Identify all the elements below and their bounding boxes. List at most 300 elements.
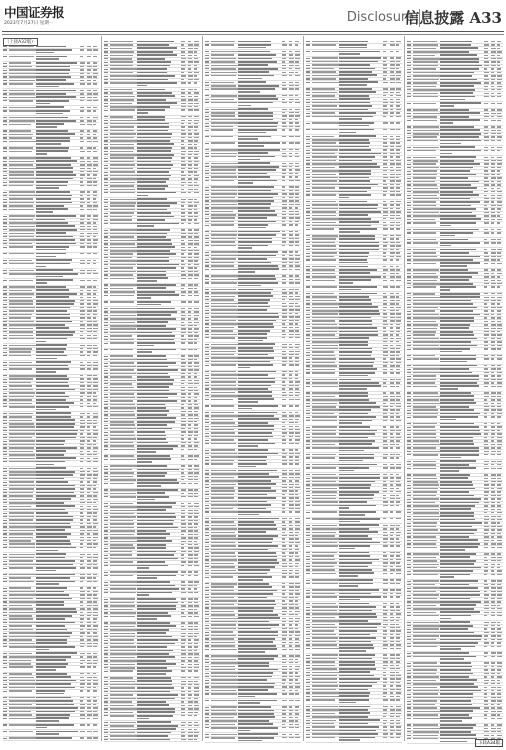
product-name-continued (36, 550, 58, 552)
product-name (36, 557, 65, 559)
value-column-1 (282, 659, 287, 660)
value-column-3 (295, 303, 298, 304)
value-column-3 (194, 516, 198, 517)
product-code (312, 399, 340, 401)
product-name-continued (36, 282, 47, 284)
product-name-continued (36, 276, 63, 278)
value-column-3 (396, 369, 400, 370)
value-column-2 (289, 586, 294, 587)
product-name-continued (36, 256, 56, 258)
value-column-2 (289, 618, 293, 619)
value-column-3 (93, 444, 96, 445)
product-code (211, 706, 237, 708)
product-name (238, 374, 268, 376)
value-column-1 (80, 557, 83, 558)
product-name-continued (36, 570, 56, 572)
value-column-1 (181, 592, 186, 593)
row-number (306, 488, 310, 489)
value-column-2 (289, 129, 292, 130)
value-column-1 (181, 376, 185, 377)
row-number (104, 284, 108, 285)
value-column-3 (396, 68, 399, 69)
value-column-3 (295, 279, 300, 280)
product-code (9, 499, 32, 501)
product-name (238, 631, 278, 633)
product-name (238, 129, 277, 131)
row-number (205, 282, 209, 283)
row-number (3, 386, 7, 387)
product-name (137, 161, 171, 163)
value-column-1 (282, 299, 285, 300)
product-code (9, 314, 32, 316)
value-column-2 (188, 274, 193, 275)
row-number (104, 216, 108, 217)
product-name (238, 44, 271, 46)
product-name (238, 700, 277, 702)
product-code (211, 611, 234, 613)
value-column-1 (181, 284, 185, 285)
value-column-1 (383, 331, 386, 332)
value-column-1 (383, 149, 387, 150)
value-column-1 (80, 69, 84, 70)
row-number (104, 684, 108, 685)
value-column-3 (295, 412, 298, 413)
value-column-3 (194, 92, 199, 93)
value-column-3 (396, 296, 399, 297)
product-name (36, 317, 70, 319)
row-number (104, 729, 108, 730)
product-name-continued (36, 693, 64, 695)
product-code (9, 66, 32, 68)
product-name (238, 320, 276, 322)
value-column-3 (295, 607, 299, 608)
value-column-1 (383, 413, 387, 414)
product-name (238, 733, 278, 735)
product-code (9, 317, 31, 319)
value-column-1 (282, 344, 287, 345)
value-column-2 (289, 600, 293, 601)
product-code (9, 100, 33, 102)
product-name (339, 494, 374, 496)
row-number (205, 166, 209, 167)
value-column-2 (87, 697, 90, 698)
value-column-2 (188, 510, 193, 511)
row-number (205, 354, 209, 355)
product-name (137, 482, 179, 484)
value-column-1 (80, 219, 84, 220)
product-name (36, 440, 65, 442)
value-column-3 (93, 587, 96, 588)
value-column-1 (282, 115, 287, 116)
value-column-1 (80, 451, 83, 452)
value-column-1 (282, 724, 285, 725)
value-column-1 (383, 259, 387, 260)
value-column-2 (87, 612, 92, 613)
row-number (3, 406, 7, 407)
product-code (312, 180, 337, 182)
value-column-3 (396, 351, 400, 352)
product-name (238, 162, 270, 164)
product-code (9, 226, 35, 228)
value-column-2 (87, 215, 91, 216)
product-name (36, 307, 70, 309)
value-column-1 (282, 156, 287, 157)
row-number (104, 373, 108, 374)
product-name (238, 480, 271, 482)
product-code (312, 566, 334, 568)
value-column-2 (87, 229, 91, 230)
product-name (238, 665, 269, 667)
value-column-3 (396, 637, 400, 638)
row-number (306, 410, 310, 411)
product-code (9, 625, 32, 627)
value-column-1 (282, 429, 286, 430)
value-column-1 (282, 292, 287, 293)
product-name (36, 519, 73, 521)
value-column-2 (87, 174, 90, 175)
value-column-2 (188, 366, 192, 367)
value-column-2 (390, 75, 395, 76)
value-column-2 (87, 731, 92, 732)
row-number (104, 432, 108, 433)
row-number (205, 385, 209, 386)
value-column-1 (181, 96, 185, 97)
product-name-continued (137, 195, 148, 197)
value-column-1 (80, 83, 85, 84)
product-name-continued (238, 730, 250, 732)
product-name (36, 707, 78, 709)
value-column-3 (295, 299, 300, 300)
value-column-1 (80, 239, 85, 240)
table-row (205, 736, 301, 743)
value-column-3 (295, 395, 299, 396)
row-number (306, 502, 310, 503)
value-column-2 (188, 318, 191, 319)
value-column-2 (87, 523, 91, 524)
product-name (339, 566, 368, 568)
value-column-1 (383, 545, 388, 546)
value-column-3 (295, 720, 298, 721)
row-number (3, 199, 7, 200)
product-name-continued (238, 132, 266, 134)
value-column-1 (383, 477, 388, 478)
value-column-1 (181, 41, 185, 42)
row-number (306, 518, 310, 519)
value-column-3 (93, 481, 97, 482)
product-name-continued (36, 649, 49, 651)
value-column-1 (80, 554, 85, 555)
product-name (137, 414, 167, 416)
value-column-1 (282, 41, 285, 42)
value-column-2 (390, 569, 395, 570)
product-code (312, 593, 335, 595)
value-column-2 (289, 545, 292, 546)
row-number (104, 589, 108, 590)
value-column-3 (93, 420, 97, 421)
value-column-2 (390, 280, 394, 281)
product-code (211, 102, 237, 104)
value-column-1 (181, 390, 185, 391)
value-column-1 (383, 68, 387, 69)
value-column-2 (188, 51, 193, 52)
product-name (36, 416, 71, 418)
row-number (104, 660, 108, 661)
product-code (211, 245, 236, 247)
product-code (211, 635, 236, 637)
value-column-1 (80, 547, 83, 548)
value-column-1 (80, 314, 85, 315)
value-column-1 (282, 528, 286, 529)
value-column-3 (93, 205, 98, 206)
product-name (36, 178, 73, 180)
value-column-1 (383, 187, 388, 188)
product-name (238, 497, 276, 499)
product-code (9, 440, 35, 442)
value-column-2 (289, 706, 292, 707)
product-code (9, 492, 33, 494)
value-column-3 (295, 511, 300, 512)
product-code (211, 443, 236, 445)
product-code (110, 739, 137, 741)
value-column-1 (80, 625, 85, 626)
row-number (306, 256, 310, 257)
value-column-3 (194, 445, 198, 446)
product-name (238, 126, 277, 128)
value-column-2 (289, 231, 293, 232)
product-name (137, 291, 175, 293)
product-name (137, 274, 166, 276)
value-column-2 (87, 481, 90, 482)
value-column-2 (289, 316, 294, 317)
value-column-3 (396, 51, 399, 52)
value-column-1 (80, 526, 85, 527)
product-code (110, 41, 133, 43)
product-name (339, 221, 379, 223)
value-column-3 (93, 253, 97, 254)
product-name (238, 323, 273, 325)
value-column-3 (93, 663, 97, 664)
value-column-2 (390, 511, 393, 512)
value-column-1 (383, 528, 387, 529)
product-code (110, 51, 134, 53)
value-column-2 (289, 169, 292, 170)
product-code (312, 498, 336, 500)
value-column-1 (383, 573, 387, 574)
row-number (104, 274, 108, 275)
value-column-1 (282, 672, 287, 673)
product-name (137, 79, 168, 81)
value-column-3 (194, 103, 199, 104)
value-column-2 (289, 477, 294, 478)
value-column-3 (396, 180, 401, 181)
value-column-3 (194, 592, 198, 593)
value-column-2 (289, 211, 294, 212)
value-column-2 (188, 126, 193, 127)
row-number (104, 722, 108, 723)
product-name (339, 627, 377, 629)
value-column-2 (390, 365, 395, 366)
product-code (110, 229, 137, 231)
product-code (312, 317, 339, 319)
product-name (339, 266, 368, 268)
row-number (3, 724, 7, 725)
value-column-1 (383, 317, 387, 318)
value-column-3 (93, 396, 97, 397)
product-name (339, 122, 374, 124)
value-column-2 (390, 222, 395, 223)
product-name (339, 142, 370, 144)
value-column-3 (295, 316, 300, 317)
value-column-2 (289, 282, 294, 283)
value-column-1 (383, 218, 386, 219)
value-column-3 (194, 291, 198, 292)
value-column-2 (87, 331, 92, 332)
product-code (312, 276, 336, 278)
value-column-3 (194, 68, 197, 69)
row-number (3, 93, 7, 94)
product-code (110, 106, 138, 108)
product-code (9, 280, 33, 282)
value-column-1 (383, 92, 388, 93)
row-number (205, 597, 209, 598)
value-column-2 (188, 729, 192, 730)
product-name (36, 642, 67, 644)
product-name (238, 245, 268, 247)
value-column-2 (289, 611, 292, 612)
row-number (205, 323, 209, 324)
value-column-3 (194, 588, 197, 589)
product-code (110, 301, 134, 303)
product-code (211, 112, 235, 114)
product-name (137, 154, 174, 156)
value-column-3 (93, 615, 98, 616)
product-code (9, 680, 35, 682)
product-code (9, 598, 33, 600)
product-name (339, 382, 379, 384)
row-number (205, 371, 209, 372)
value-column-1 (181, 318, 185, 319)
value-column-2 (87, 560, 91, 561)
row-number (104, 647, 108, 648)
product-name (238, 88, 275, 90)
value-column-3 (194, 571, 198, 572)
product-name-continued (137, 718, 149, 720)
value-column-3 (396, 447, 400, 448)
value-column-1 (282, 169, 286, 170)
value-column-1 (282, 542, 285, 543)
product-name (137, 133, 172, 135)
row-number (104, 551, 108, 552)
value-column-1 (80, 73, 84, 74)
product-code (110, 639, 134, 641)
product-code (312, 88, 335, 90)
value-column-1 (181, 694, 185, 695)
value-column-3 (194, 376, 197, 377)
row-number (3, 171, 7, 172)
value-column-2 (289, 717, 293, 718)
value-column-2 (289, 306, 293, 307)
product-name (137, 147, 172, 149)
product-name (339, 437, 368, 439)
row-number (205, 594, 209, 595)
value-column-1 (80, 120, 84, 121)
row-number (3, 304, 7, 305)
product-code (312, 620, 339, 622)
value-column-3 (295, 115, 300, 116)
value-column-3 (194, 339, 197, 340)
product-code (312, 112, 335, 114)
value-column-1 (181, 725, 185, 726)
value-column-2 (390, 116, 393, 117)
row-number (104, 172, 108, 173)
value-column-2 (87, 392, 92, 393)
product-code (110, 489, 137, 491)
value-column-3 (295, 176, 298, 177)
product-code (211, 607, 239, 609)
product-code (110, 236, 134, 238)
product-name (36, 263, 70, 265)
row-number (104, 599, 108, 600)
value-column-1 (181, 469, 184, 470)
product-name (137, 171, 169, 173)
value-column-2 (188, 349, 193, 350)
value-column-3 (295, 41, 299, 42)
product-name (238, 723, 273, 725)
value-column-3 (93, 331, 97, 332)
value-column-1 (181, 236, 186, 237)
product-code (9, 454, 35, 456)
product-name (238, 224, 268, 226)
product-name (36, 447, 77, 449)
value-column-1 (282, 504, 285, 505)
value-column-2 (87, 537, 91, 538)
row-number (306, 484, 310, 485)
row-number (3, 137, 7, 138)
value-column-3 (194, 393, 199, 394)
value-column-3 (194, 154, 198, 155)
product-code (110, 362, 134, 364)
product-code (9, 90, 34, 92)
product-name-continued (339, 47, 367, 49)
product-name (238, 679, 267, 681)
row-number (306, 163, 310, 164)
issue-date: 2023年7月27日 星期一 (4, 21, 54, 26)
value-column-2 (289, 337, 293, 338)
value-column-1 (383, 345, 388, 346)
product-code (312, 153, 335, 155)
row-number (104, 530, 108, 531)
row-number (205, 75, 209, 76)
row-number (205, 279, 209, 280)
product-code (312, 654, 338, 656)
value-column-1 (282, 480, 286, 481)
value-column-1 (282, 628, 287, 629)
value-column-3 (93, 506, 97, 507)
value-column-1 (383, 252, 386, 253)
product-name (339, 149, 371, 151)
value-column-2 (87, 164, 92, 165)
value-column-3 (194, 301, 199, 302)
value-column-1 (383, 327, 386, 328)
product-code (312, 372, 335, 374)
value-column-1 (181, 698, 185, 699)
value-column-1 (181, 133, 186, 134)
value-column-2 (289, 710, 293, 711)
product-code (9, 523, 37, 525)
value-column-3 (396, 613, 401, 614)
value-column-3 (295, 75, 300, 76)
product-name (36, 676, 71, 678)
